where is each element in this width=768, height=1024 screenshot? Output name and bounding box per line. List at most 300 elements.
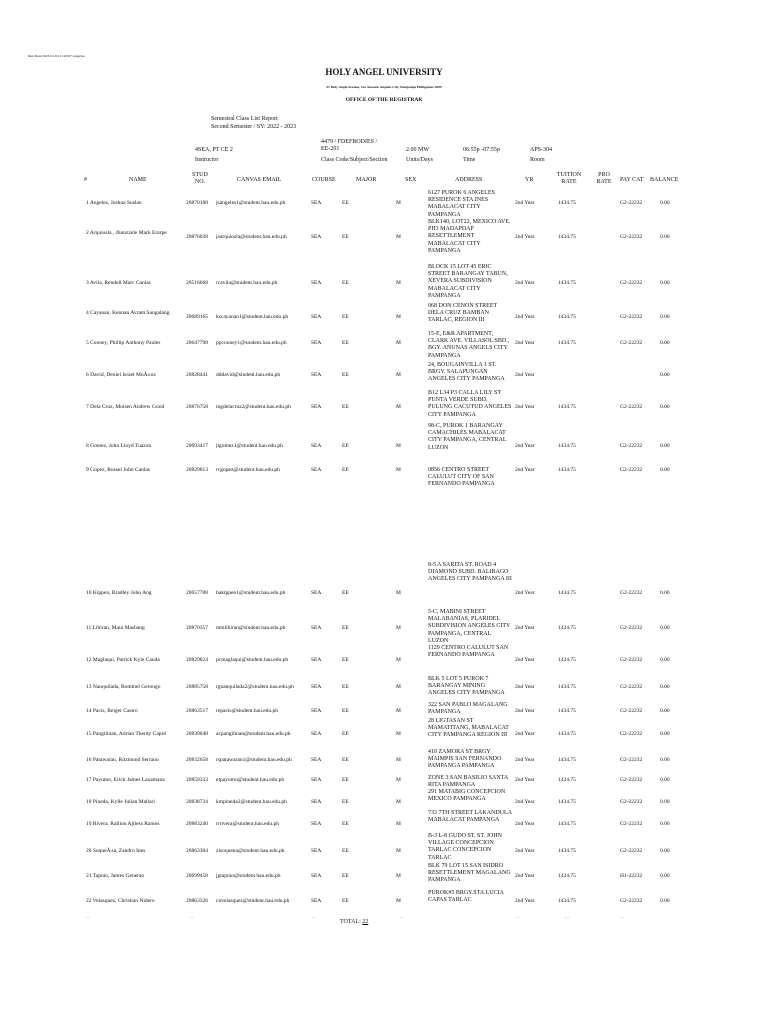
row-continuation-dots: . .	[190, 915, 194, 920]
stud-no: 20693417	[186, 443, 208, 449]
tuition-rate: 1434.75	[558, 200, 576, 206]
canvas-email[interactable]: repacis@student.hau.edu.ph	[216, 708, 279, 714]
sex: M	[396, 372, 401, 378]
student-num-name	[86, 708, 138, 715]
course: SEA	[311, 873, 322, 879]
student-num: 12	[86, 657, 92, 663]
sex: M	[396, 340, 401, 346]
room-value: APS-304	[530, 147, 553, 153]
year-level: 2nd Year	[515, 708, 535, 714]
tuition-rate: 1434.75	[558, 708, 576, 714]
student-name: Avila, Rendell Marc Canlas	[89, 280, 151, 286]
student-num: 9	[86, 467, 89, 473]
student-address: 6127 PUROK 6 ANGELES RESIDENCE STA.INES MABALACAT CITY PAMPANGA	[428, 190, 495, 218]
year-level: 2nd Year	[515, 372, 535, 378]
subject-value: 4479 / FDEFBODIES / EE-201	[321, 139, 378, 153]
year-level: 2nd Year	[515, 848, 535, 854]
student-name: Pangilinan, Adrian Therdy Capid	[92, 731, 166, 737]
subject-label: Class Code/Subject/Section	[321, 157, 388, 163]
sex: M	[396, 625, 401, 631]
course: SEA	[311, 799, 322, 805]
col-num: #	[84, 177, 87, 183]
row-continuation-dots: . .	[565, 915, 569, 920]
stud-no: 20870357	[186, 625, 208, 631]
student-name: Pineda, Kylle Julian Mallari	[92, 799, 155, 805]
time-value: 06:55p -07:55p	[463, 147, 500, 153]
student-address: 5-C, MABINI STREET MALABANIAS, PLARIDEL SUBDIVISION ANGELES CITY PAMPANGA, CENTRAL LUZON	[428, 609, 511, 644]
stud-no: 20832658	[186, 757, 208, 763]
total-value: 22	[362, 919, 369, 925]
student-address: 291 MATABIG CONCEPCION MEXICO PAMPANGA	[428, 789, 506, 803]
student-name: Angeles, Joshua Suslan	[89, 200, 142, 206]
balance: 0.00	[660, 708, 670, 714]
year-level: 2nd Year	[515, 340, 535, 346]
student-address: BLOCK 15 LOT 45 ERIC STREET BARANGAY TABUN, XEVERA SUBDIVISION MABALACAT CITY PAMPANGA	[428, 264, 508, 299]
canvas-email[interactable]: rgnanquilada2@student.hau.edu.ph	[216, 684, 294, 690]
student-address: 410 ZAMORA ST BRGY MAIMPIS SAN FERNANDO PAMPANGA PAMPANGA	[428, 749, 502, 770]
pay-cat: G2-22232	[620, 777, 643, 783]
major: EE	[342, 280, 349, 286]
student-num: 11	[86, 625, 92, 631]
stud-no: 20876038	[186, 234, 208, 240]
student-name: Kippen, Bradley John Ang	[92, 590, 152, 596]
units-value: 2.00 MW	[406, 147, 429, 153]
balance: 0.00	[660, 731, 670, 737]
course: SEA	[311, 200, 322, 206]
university-name: HOLY ANGEL UNIVERSITY	[325, 67, 443, 77]
pay-cat: G2-22232	[620, 731, 643, 737]
major: EE	[342, 898, 349, 904]
sex: M	[396, 404, 401, 410]
year-level: 2nd Year	[515, 404, 535, 410]
student-num-name	[86, 848, 145, 855]
major: EE	[342, 372, 349, 378]
balance: 0.00	[660, 757, 670, 763]
student-num-name	[86, 372, 156, 379]
student-num: 16	[86, 757, 92, 763]
col-sex: SEX	[405, 177, 417, 183]
course: SEA	[311, 848, 322, 854]
balance: 0.00	[660, 234, 670, 240]
sex: M	[396, 590, 401, 596]
canvas-email[interactable]: kscayanan1@student.hau.edu.ph	[216, 314, 289, 320]
stud-no: 20828441	[186, 372, 208, 378]
major: EE	[342, 314, 349, 320]
sex: M	[396, 799, 401, 805]
student-num: 22	[86, 898, 92, 904]
sex: M	[396, 848, 401, 854]
tuition-rate: 1434.75	[558, 314, 576, 320]
student-address: PUROK#5 BRGY.STA.LUCIA CAPAS TARLAC	[428, 890, 504, 904]
student-num: 2	[86, 230, 89, 236]
year-level: 2nd Year	[515, 757, 535, 763]
major: EE	[342, 340, 349, 346]
sex: M	[396, 731, 401, 737]
canvas-email[interactable]: jtgomez1@student.hau.edu.ph	[216, 443, 283, 449]
year-level: 2nd Year	[515, 777, 535, 783]
student-address: 1129 CENTRO CALULUT SAN FERNANDO PAMPANGA	[428, 645, 509, 659]
balance: 0.00	[660, 799, 670, 805]
sex: M	[396, 873, 401, 879]
canvas-email[interactable]: jsangeles1@student.hau.edu.ph	[216, 200, 286, 206]
stud-no: 20689165	[186, 314, 208, 320]
student-num-name	[86, 200, 142, 207]
pay-cat: G2-22232	[620, 898, 643, 904]
col-tuition: TUITION RATE	[556, 172, 582, 185]
pay-cat: G2-22232	[620, 625, 643, 631]
course: SEA	[311, 731, 322, 737]
tuition-rate: 1434.75	[558, 777, 576, 783]
student-name: Libiran, Maui Masbang	[92, 625, 145, 631]
year-level: 2nd Year	[515, 898, 535, 904]
year-level: 2nd Year	[515, 873, 535, 879]
major: EE	[342, 590, 349, 596]
sex: M	[396, 467, 401, 473]
col-pro-rate: PRO RATE	[596, 172, 612, 185]
row-continuation-dots: . .	[620, 915, 624, 920]
tuition-rate: 1434.75	[558, 657, 576, 663]
tuition-rate: 1434.75	[558, 443, 576, 449]
year-level: 2nd Year	[515, 200, 535, 206]
student-num-name	[86, 404, 164, 411]
student-num: 10	[86, 590, 92, 596]
student-address: B-3 L-8 GUDO ST. ST. JOHN VILLAGE CONCEPCION TARLAC CONCEPCION TARLAC	[428, 833, 502, 861]
student-name: Pacis, Reiger Castro	[92, 708, 138, 714]
course: SEA	[311, 657, 322, 663]
student-num-name	[86, 340, 160, 347]
col-course: COURSE	[312, 177, 336, 183]
year-level: 2nd Year	[515, 657, 535, 663]
year-level: 2nd Year	[515, 280, 535, 286]
col-balance: BALANCE	[650, 177, 679, 183]
run-date: Run Date:2023-01-04 11:20:07 aangeles	[28, 54, 85, 58]
student-num-name	[86, 821, 159, 828]
office-name: OFFICE OF THE REGISTRAR	[345, 97, 423, 103]
year-level: 2nd Year	[515, 799, 535, 805]
pay-cat: G2-22232	[620, 234, 643, 240]
stud-no: 20516668	[186, 280, 208, 286]
stud-no: 20657788	[186, 590, 208, 596]
canvas-email[interactable]: dddavid@student.hau.edu.ph	[216, 372, 281, 378]
sex: M	[396, 314, 401, 320]
major: EE	[342, 625, 349, 631]
col-major: MAJOR	[356, 177, 377, 183]
canvas-email[interactable]: zisoquena@student.hau.edu.ph	[216, 848, 285, 854]
stud-no: 20870188	[186, 200, 208, 206]
balance: 0.00	[660, 404, 670, 410]
tuition-rate: 1434.75	[558, 757, 576, 763]
course: SEA	[311, 404, 322, 410]
stud-no: 20883240	[186, 821, 208, 827]
major: EE	[342, 708, 349, 714]
student-name: Tapnio, James Generao	[92, 873, 145, 879]
major: EE	[342, 684, 349, 690]
stud-no: 20863304	[186, 848, 208, 854]
pay-cat: G2-22232	[620, 708, 643, 714]
sex: M	[396, 684, 401, 690]
major: EE	[342, 821, 349, 827]
col-stud-no: STUD NO.	[192, 172, 208, 185]
pay-cat: G2-22232	[620, 200, 643, 206]
pay-cat: G2-22232	[620, 821, 643, 827]
course: SEA	[311, 234, 322, 240]
student-name: Maglaqui, Patrick Kyle Canda	[92, 657, 160, 663]
balance: 0.00	[660, 821, 670, 827]
balance: 0.00	[660, 200, 670, 206]
student-num: 17	[86, 777, 92, 783]
canvas-email[interactable]: pcmaglaqui@student.hau.edu.ph	[216, 657, 289, 663]
student-num-name	[86, 657, 160, 664]
student-num-name	[86, 280, 151, 287]
canvas-email[interactable]: cnvelasquez@student.hau.edu.ph	[216, 898, 290, 904]
semester-label: Second Semester / SY: 2022 - 2023	[211, 124, 297, 130]
student-num-name	[86, 731, 166, 738]
instructor-value: 4SEA, PT CE 2	[195, 147, 233, 153]
student-num-name	[86, 898, 155, 905]
major: EE	[342, 657, 349, 663]
stud-no: 20839048	[186, 731, 208, 737]
canvas-email[interactable]: mgdelacruz2@student.hau.edu.ph	[216, 404, 291, 410]
student-address: 28 LIGTASAN ST MAMATITANG, MABALACAT CITY PAMPANGA REGION III	[428, 718, 509, 739]
pay-cat: G2-22232	[620, 590, 643, 596]
major: EE	[342, 799, 349, 805]
student-num: 20	[86, 848, 92, 854]
student-num-name	[86, 467, 150, 474]
stud-no: 20838734	[186, 799, 208, 805]
tuition-rate: 1434.75	[558, 625, 576, 631]
instructor-label: Instructor	[195, 157, 219, 163]
student-num-name	[86, 590, 152, 597]
year-level: 2nd Year	[515, 467, 535, 473]
course: SEA	[311, 340, 322, 346]
university-address: #1 Holy Angel Avenue, Sto. Rosario Angeles City, Pampanga Philippines 2009	[326, 85, 442, 89]
student-address: 15-E, E&R APARTMENT, CLARK AVE. VILLASOL SBD., BGY. ANUNAS ANGELS CITY PAMPANGA	[428, 331, 510, 359]
pay-cat: G2-22232	[620, 340, 643, 346]
student-num-name	[86, 310, 186, 317]
canvas-email[interactable]: kmpineda2@student.hau.edu.ph	[216, 799, 287, 805]
major: EE	[342, 467, 349, 473]
stud-no: 20829813	[186, 467, 208, 473]
balance: 0.00	[660, 372, 670, 378]
row-continuation-dots: . .	[86, 915, 90, 920]
student-num: 3	[86, 280, 89, 286]
sex: M	[396, 280, 401, 286]
sex: M	[396, 708, 401, 714]
student-name: Arquiosla , Jhunzzele Mark Erarpe	[89, 230, 167, 236]
canvas-email[interactable]: ppcooney1@student.hau.edu.ph	[216, 340, 287, 346]
stud-no: 20859333	[186, 777, 208, 783]
major: EE	[342, 873, 349, 879]
tuition-rate: 1434.75	[558, 684, 576, 690]
canvas-email[interactable]: rrrivera@student.hau.edu.ph	[216, 821, 279, 827]
col-pay-cat: PAY CAT	[620, 177, 644, 183]
balance: 0.00	[660, 848, 670, 854]
col-email: CANVAS EMAIL	[237, 177, 282, 183]
canvas-email[interactable]: rcgopez@student.hau.edu.ph	[216, 467, 280, 473]
student-num-name	[86, 230, 186, 237]
year-level: 2nd Year	[515, 684, 535, 690]
sex: M	[396, 657, 401, 663]
sex: M	[396, 234, 401, 240]
course: SEA	[311, 467, 322, 473]
total-label: TOTAL:	[340, 919, 361, 925]
student-name: Patawaran, Ritzmond Serrano	[92, 757, 159, 763]
canvas-email[interactable]: acpangilinan@student.hau.edu.ph	[216, 731, 291, 737]
course: SEA	[311, 590, 322, 596]
student-num-name	[86, 757, 159, 764]
student-num: 14	[86, 708, 92, 714]
balance: 0.00	[660, 280, 670, 286]
student-address: 0856 CENTRO STREET CALULUT CITY OF SAN FERNANDO PAMPANGA	[428, 467, 495, 488]
year-level: 2nd Year	[515, 234, 535, 240]
balance: 0.00	[660, 898, 670, 904]
canvas-email[interactable]: rcavila@student.hau.edu.ph	[216, 280, 278, 286]
major: EE	[342, 777, 349, 783]
student-num: 8	[86, 443, 89, 449]
balance: 0.00	[660, 657, 670, 663]
student-num: 21	[86, 873, 92, 879]
course: SEA	[311, 314, 322, 320]
student-num: 1	[86, 200, 89, 206]
balance: 0.00	[660, 777, 670, 783]
student-address: 98-C, PUROK 1 BARANGAY CAMACHILES MABALACAT CITY PAMPANGA, CENTRAL LUZON	[428, 423, 507, 451]
student-num-name	[86, 443, 151, 450]
student-num-name	[86, 873, 144, 880]
balance: 0.00	[660, 625, 670, 631]
tuition-rate: 1434.75	[558, 731, 576, 737]
pay-cat: G2-22232	[620, 799, 643, 805]
pay-cat: G2-22232	[620, 684, 643, 690]
balance: 0.00	[660, 314, 670, 320]
sex: M	[396, 200, 401, 206]
student-num: 5	[86, 340, 89, 346]
stud-no: 20863326	[186, 898, 208, 904]
units-label: Units/Days	[406, 157, 433, 163]
student-address: 733 7TH STREET LAKANDULA MABALACAT PAMPANGA	[428, 810, 512, 824]
student-num: 18	[86, 799, 92, 805]
room-label: Room	[530, 157, 545, 163]
stud-no: 20699458	[186, 873, 208, 879]
course: SEA	[311, 443, 322, 449]
student-num: 15	[86, 731, 92, 737]
student-num: 7	[86, 404, 89, 410]
student-name: Gomez, John Lloyd Tuazon	[90, 443, 152, 449]
student-num: 6	[86, 372, 89, 378]
pay-cat: G2-22232	[620, 757, 643, 763]
year-level: 2nd Year	[515, 731, 535, 737]
tuition-rate: 1434.75	[558, 280, 576, 286]
student-num-name	[86, 684, 161, 691]
pay-cat: G2-22232	[620, 467, 643, 473]
sex: M	[396, 898, 401, 904]
tuition-rate: 1434.75	[558, 848, 576, 854]
major: EE	[342, 234, 349, 240]
balance: 0.00	[660, 590, 670, 596]
time-label: Time	[463, 157, 476, 163]
pay-cat: G2-22232	[620, 848, 643, 854]
canvas-email[interactable]: jearquiosla@student.hau.edu.ph	[216, 234, 287, 240]
stud-no: 20876758	[186, 404, 208, 410]
course: SEA	[311, 625, 322, 631]
major: EE	[342, 848, 349, 854]
tuition-rate: 1434.75	[558, 799, 576, 805]
tuition-rate: 1434.75	[558, 821, 576, 827]
balance: 0.00	[660, 873, 670, 879]
student-name: Cayanan, Kennan Avram Sangalang	[90, 310, 170, 316]
year-level: 2nd Year	[515, 625, 535, 631]
year-level: 2nd Year	[515, 314, 535, 320]
col-address: ADDRESS	[455, 177, 483, 183]
student-address: BLK 5 LOT 5 PUROK 7 BARANGAY MINING ANGELES CITY PAMPANGA	[428, 676, 505, 697]
student-name: Velasquez, Christian Nidero	[92, 898, 155, 904]
tuition-rate: 1434.75	[558, 873, 576, 879]
major: EE	[342, 404, 349, 410]
report-title: Semestral Class List Report	[211, 116, 278, 122]
student-address: 322 SAN PABLO MAGALANG PAMPANGA	[428, 702, 508, 716]
course: SEA	[311, 821, 322, 827]
student-num: 13	[86, 684, 92, 690]
canvas-email[interactable]: mmlibiran@student.hau.edu.ph	[216, 625, 286, 631]
tuition-rate: 1434.75	[558, 898, 576, 904]
student-name: David, Deniel Israel MuÃ±oz	[90, 372, 156, 378]
tuition-rate: 1434.75	[558, 404, 576, 410]
pay-cat: G2-22232	[620, 657, 643, 663]
sex: M	[396, 821, 401, 827]
course: SEA	[311, 372, 322, 378]
stud-no: 20863517	[186, 708, 208, 714]
balance: 0.00	[660, 684, 670, 690]
stud-no: 20647798	[186, 340, 208, 346]
canvas-email[interactable]: jgtapnio@student.hau.edu.ph	[216, 873, 281, 879]
canvas-email[interactable]: rspatawaran1@student.hau.edu.ph	[216, 757, 292, 763]
major: EE	[342, 757, 349, 763]
course: SEA	[311, 708, 322, 714]
course: SEA	[311, 280, 322, 286]
student-address: BLK140, LOT22, MEXICO AVE. PH3 MADAPDAP RESETTLEMENT MABALACAT CITY PAMPANGA	[428, 219, 511, 254]
stud-no: 20829824	[186, 657, 208, 663]
sex: M	[396, 757, 401, 763]
student-name: Rivera, Rallion Ajiless Ramos	[92, 821, 160, 827]
pay-cat: G2-22232	[620, 280, 643, 286]
student-num: 4	[86, 310, 89, 316]
tuition-rate: 1434.75	[558, 340, 576, 346]
student-address: 068 DON CENON STREET DELA CRUZ BAMBAN TARLAC, REGION III	[428, 303, 498, 324]
student-name: Gopez, Russel John Canlas	[90, 467, 151, 473]
tuition-rate: 1434.75	[558, 467, 576, 473]
student-address: 8-5 A SARITA ST. ROAD 4 DIAMOND SUBD. BALIBAGO ANGELES CITY PAMPANGA III	[428, 562, 512, 583]
balance: 0.00	[660, 467, 670, 473]
student-name: Payumo, Erick James Laxamana	[92, 777, 165, 783]
course: SEA	[311, 757, 322, 763]
pay-cat: G2-22232	[620, 404, 643, 410]
canvas-email[interactable]: bakippen1@student.hau.edu.ph	[216, 590, 286, 596]
total	[340, 919, 368, 925]
canvas-email[interactable]: elpayumo@student.hau.edu.ph	[216, 777, 285, 783]
col-yr: YR	[525, 177, 534, 183]
student-address: B12 L34 P3 CALLA LILY ST PUNTA VERDE SUBD. PULUNG CACUTUD ANGELES CITY PAMPANGA	[428, 390, 512, 418]
pay-cat: G2-22232	[620, 314, 643, 320]
student-num-name	[86, 625, 145, 632]
col-name: NAME	[129, 177, 147, 183]
student-address: BLK 79 LOT 15 SAN ISIDRO RESETTLEMENT MAGALANG PAMPANGA	[428, 863, 511, 884]
pay-cat: G2-22232	[620, 443, 643, 449]
student-num-name	[86, 777, 165, 784]
student-name: SoqueÃ±a, Zandro Ines	[92, 848, 146, 854]
sex: M	[396, 443, 401, 449]
row-continuation-dots: . .	[400, 915, 404, 920]
stud-no: 20885758	[186, 684, 208, 690]
row-continuation-dots: . .	[312, 915, 316, 920]
